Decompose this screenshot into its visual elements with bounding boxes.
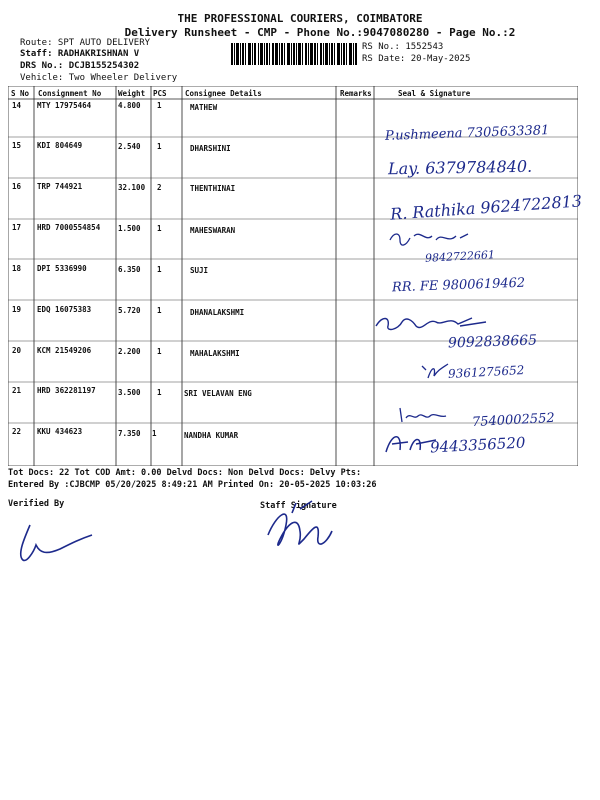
row-consignee: MAHESWARAN — [190, 226, 236, 235]
row-consignment: TRP 744921 — [37, 182, 83, 191]
rs-number: RS No.: 1552543 — [362, 42, 444, 52]
row-pcs: 1 — [157, 224, 162, 233]
row-consignee: MATHEW — [190, 103, 218, 112]
row-weight: 4.800 — [118, 101, 141, 110]
header-seal-signature: Seal & Signature — [398, 89, 471, 98]
totals-line: Tot Docs: 22 Tot COD Amt: 0.00 Delvd Docs: Non Delvd Docs: Delvy Pts: — [8, 468, 362, 478]
row-pcs: 2 — [157, 183, 162, 192]
row-sno: 22 — [12, 427, 22, 436]
handwritten-signature-graphic — [396, 404, 456, 426]
entered-by-line: Entered By :CJBCMP 05/20/2025 8:49:21 AM Printed On: 20-05-2025 10:03:26 — [8, 480, 377, 490]
barcode-graphic — [231, 43, 357, 65]
header-remarks: Remarks — [340, 89, 372, 98]
row-consignee: MAHALAKSHMI — [190, 349, 240, 358]
row-sno: 21 — [12, 386, 22, 395]
row-weight: 2.200 — [118, 347, 141, 356]
row-handwritten-signature: 9092838665 — [447, 332, 538, 352]
header-consignment: Consignment No — [38, 89, 102, 98]
row-handwritten-signature: R. Rathika 9624722813 — [389, 191, 583, 224]
row-sno: 18 — [12, 264, 22, 273]
initials-graphic — [420, 362, 450, 382]
row-sno: 19 — [12, 305, 22, 314]
row-consignment: MTY 17975464 — [37, 101, 92, 110]
row-weight: 5.720 — [118, 306, 141, 315]
handwritten-signature-graphic — [372, 312, 492, 334]
row-handwritten-signature: 7540002552 — [471, 410, 556, 431]
row-consignment: KDI 804649 — [37, 141, 83, 150]
row-consignee: THENTHINAI — [190, 184, 236, 193]
row-consignment: DPI 5336990 — [37, 264, 87, 273]
row-pcs: 1 — [157, 265, 162, 274]
company-name: THE PROFESSIONAL COURIERS, COIMBATORE — [177, 12, 423, 25]
row-consignee: DHARSHINI — [190, 144, 231, 153]
row-weight: 1.500 — [118, 224, 141, 233]
staff-label: Staff: RADHAKRISHNAN V — [20, 49, 140, 59]
row-consignment: HRD 362281197 — [37, 386, 96, 395]
row-consignee: SUJI — [190, 266, 209, 275]
row-handwritten-signature: 9842722661 — [424, 248, 496, 265]
footer-signatures-graphic — [0, 495, 600, 585]
row-weight: 3.500 — [118, 388, 141, 397]
row-sno: 20 — [12, 346, 22, 355]
row-consignee: DHANALAKSHMI — [190, 308, 245, 317]
route-label: Route: SPT AUTO DELIVERY — [20, 38, 151, 48]
drs-number: DRS No.: DCJB155254302 — [20, 61, 140, 71]
row-pcs: 1 — [157, 347, 162, 356]
row-sno: 17 — [12, 223, 22, 232]
row-sno: 16 — [12, 182, 22, 191]
tamil-handwriting-graphic — [386, 228, 476, 250]
row-sno: 14 — [12, 101, 22, 110]
rs-date: RS Date: 20-May-2025 — [362, 54, 471, 64]
row-consignee: NANDHA KUMAR — [184, 431, 239, 440]
row-consignment: KCM 21549206 — [37, 346, 92, 355]
row-handwritten-signature: P.ushmeena 7305633381 — [384, 123, 550, 144]
row-weight: 32.100 — [118, 183, 146, 192]
row-handwritten-signature: 9443356520 — [429, 433, 526, 457]
row-pcs: 1 — [157, 306, 162, 315]
row-consignment: HRD 7000554854 — [37, 223, 101, 232]
row-weight: 2.540 — [118, 142, 141, 151]
row-weight: 7.350 — [118, 429, 141, 438]
row-consignment: EDQ 16075383 — [37, 305, 92, 314]
verified-by-label: Verified By — [8, 499, 65, 509]
row-handwritten-signature: Lay. 6379784840. — [387, 156, 533, 179]
row-pcs: 1 — [157, 388, 162, 397]
row-pcs: 1 — [152, 429, 157, 438]
header-weight: Weight — [118, 89, 146, 98]
row-consignee: SRI VELAVAN ENG — [184, 389, 252, 398]
row-pcs: 1 — [157, 142, 162, 151]
header-pcs: PCS — [153, 89, 167, 98]
row-pcs: 1 — [157, 101, 162, 110]
row-sno: 15 — [12, 141, 22, 150]
row-handwritten-signature: 9361275652 — [447, 363, 525, 381]
vehicle-label: Vehicle: Two Wheeler Delivery — [20, 73, 178, 83]
row-consignment: KKU 434623 — [37, 427, 83, 436]
staff-signature-label: Staff Signature — [260, 501, 337, 511]
row-handwritten-signature: RR. FE 9800619462 — [391, 275, 526, 296]
header-sno: S No — [11, 89, 30, 98]
header-consignee: Consignee Details — [185, 89, 262, 98]
row-weight: 6.350 — [118, 265, 141, 274]
runsheet-title: Delivery Runsheet - CMP - Phone No.:9047080280 - Page No.:2 — [124, 26, 516, 39]
